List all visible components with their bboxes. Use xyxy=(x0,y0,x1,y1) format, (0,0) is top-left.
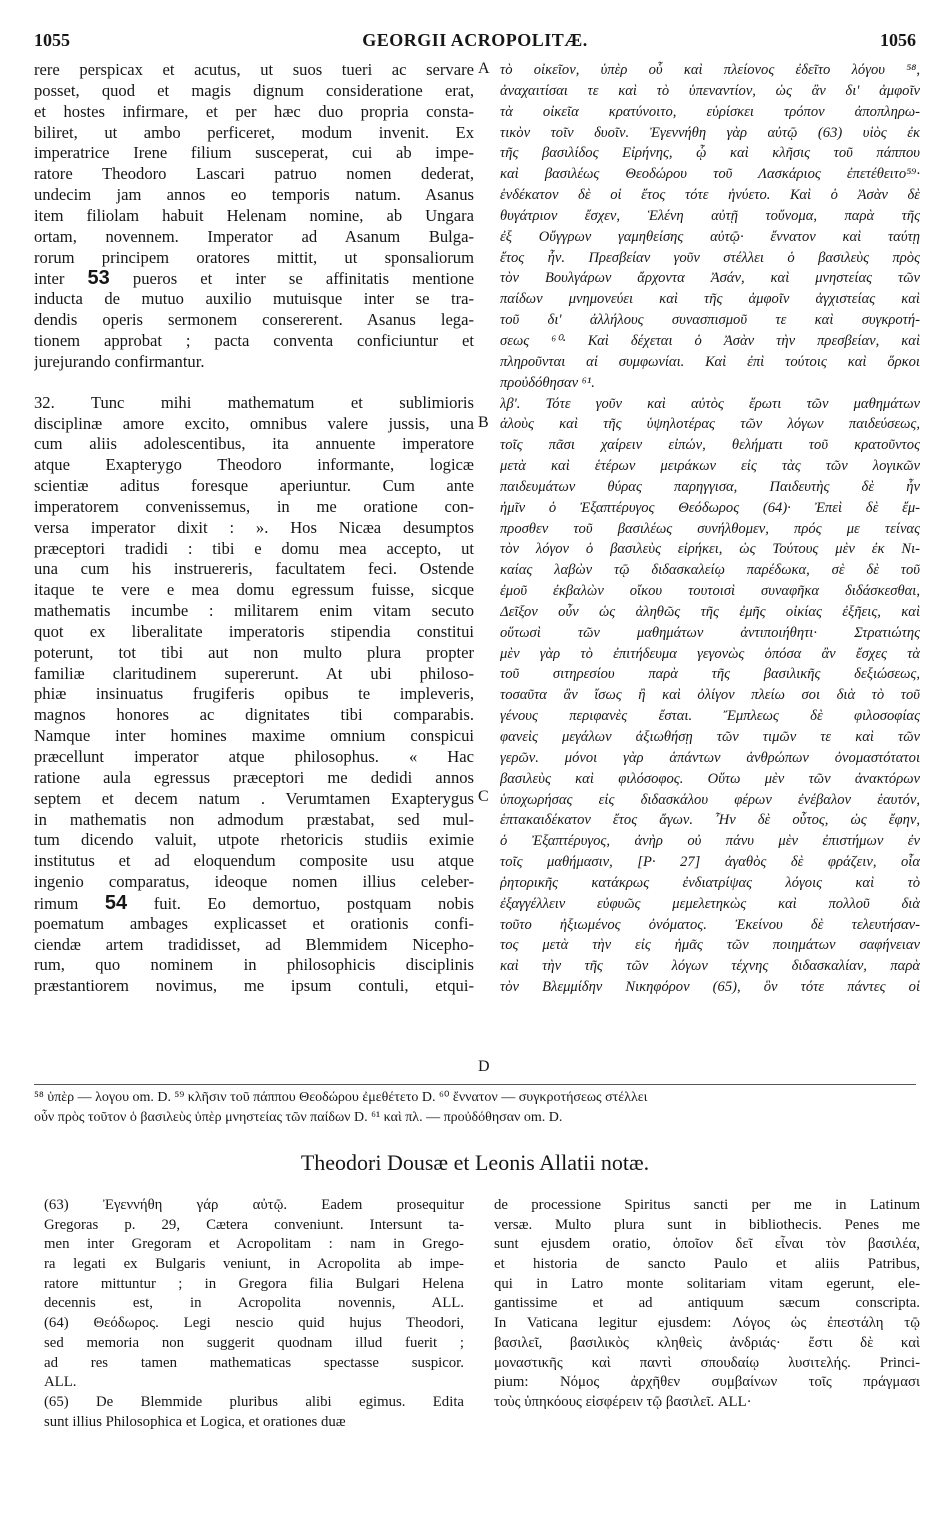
greek-line: τικὸν τοῖν δυοῖν. Ἐγεννήθη γὰρ αὐτῷ (63) υἱὸς ἐκ xyxy=(500,124,920,141)
greek-line: τοῖς πᾶσι χαίρειν εἰπών, θελήματι τοῦ κρατοῦντος xyxy=(500,437,920,454)
latin-line: in mathematis non admodum præstabat, sed mul- xyxy=(34,809,474,829)
note-line: ad res tamen mathematicas spectasse suspicor. xyxy=(44,1354,464,1371)
note-line: versæ. Multo plura sunt in bibliothecis. Penes me xyxy=(494,1216,920,1233)
greek-line: Δεῖξον οὖν ὡς ἀληθῶς τῆς ἐμῆς οἰκίας ἐξῆεις, καὶ xyxy=(500,603,920,620)
greek-line: θυγάτριον ἔσχεν, Ἑλένη αὐτῇ τοὔνομα, παρὰ τῆς xyxy=(500,207,920,224)
right-page-number: 1056 xyxy=(880,30,916,50)
latin-line: magnos honores ac dignitates tibi comparabis. xyxy=(34,705,474,725)
latin-line: posset, quod et magis dignum consideratione erat, xyxy=(34,80,474,100)
latin-line: jurejurando confirmantur. xyxy=(34,351,205,371)
latin-line: tum dicendo valuit, utpote rhetoricis studiis eximie xyxy=(34,830,474,850)
latin-line: quot ex liberalitate imperatoris stipendia constitui xyxy=(34,621,474,641)
apparatus-rule xyxy=(34,1084,916,1085)
greek-line: οὕτωσὶ τῶν μαθημάτων ἀντιποιήθητι· Στρατιώτης xyxy=(500,624,920,641)
latin-line xyxy=(34,268,474,289)
greek-line: λβʹ. Τότε γοῦν καὶ αὐτὸς ἔρωτι τῶν μαθημάτων xyxy=(500,395,920,412)
latin-line xyxy=(34,893,474,914)
latin-line: itaque te vere e mea domu egressum fuisse, sicque xyxy=(34,580,474,600)
latin-line: septem et decem natum . Verumtamen Exapterygus xyxy=(34,788,474,808)
note-line: Gregoras p. 29, Cætera conveniunt. Intersunt ta- xyxy=(44,1216,464,1233)
greek-line: τὰ οἰκεῖα κρατύνοιτο, εὑρίσκει τρόπον ἀποπληρω- xyxy=(500,103,920,120)
greek-line: προσθεν τοῦ βασιλέως συνήλθομεν, πρός με τείνας xyxy=(500,520,920,537)
note-line: men inter Gregoram et Acropolitam : nam in Grego- xyxy=(44,1236,464,1253)
greek-line: ὁ Ἐξαπτέρυγος, ἀνὴρ οὐ πάνυ μὲν ἐπιστήμων ἐν xyxy=(500,833,920,850)
running-title: GEORGII ACROPOLITÆ. xyxy=(362,30,588,50)
latin-line: item filiolam habuit Helenam nomine, ab Ungara xyxy=(34,205,474,225)
greek-line: ῥητορικῆς κατάκρως ἐνδιατρίψας λόγοις καὶ τὸ xyxy=(500,874,920,891)
latin-line: 32. Tunc mihi mathematum et sublimioris xyxy=(34,392,474,412)
greek-line: τὸ οἰκεῖον, ὑπὲρ οὗ καὶ πλείονος ἐδεῖτο λόγου ⁵⁸, xyxy=(500,62,920,78)
latin-line: Namque inter homines maxime omnium conspicui xyxy=(34,726,474,746)
greek-line: παιδευμάτων θύρας παρηγγισα, Παιδευτὴς δὲ ἦν xyxy=(500,478,920,495)
greek-line: τοῦ σιτηρεσίου παρὰ τῆς βασιλικῆς δεξιώσεως, xyxy=(500,666,920,683)
greek-line: τῆς βασιλίδος Εἰρήνης, ᾧ καὶ κλῆσις τοῦ πάππου xyxy=(500,145,920,162)
greek-line: τοῦ δι' ἀλλήλους συνασπισμοῦ τε καὶ συγκροτή- xyxy=(500,312,920,329)
note-line: (63) Ἐγεννήθη γάρ αὐτῷ. Eadem prosequitur xyxy=(44,1197,464,1213)
note-line: qui in Latro monte solitariam vitam egerunt, ele- xyxy=(494,1275,920,1292)
latin-line: tionem approbat ; pacta conventa conficiuntur et xyxy=(34,330,474,350)
greek-line: καίας λαβὼν τῷ διδασκαλείῳ παρέδωκα, σὲ δὲ τοῦ xyxy=(500,562,920,579)
greek-line: βασιλεὺς καὶ φιλόσοφος. Οὕτω μὲν τῶν ἀνακτόρων xyxy=(500,770,920,787)
latin-line-text: pueros et inter se affinitatis mentione xyxy=(132,269,474,289)
latin-line: mathematis incumbe : militarem enim vitam secuto xyxy=(34,601,474,621)
note-line: et historia de sancto Paulo et aliis Patribus, xyxy=(494,1256,920,1273)
greek-line: τὸν λόγον ὁ βασιλεὺς εἰρήκει, ὡς Τούτους μὲν ἐκ Νι- xyxy=(500,541,920,558)
latin-line: poematum ambages explicasset et orationis confi- xyxy=(34,913,474,933)
greek-line: τος μετὰ τὴν εἰς ἡμᾶς τῶν ποιημάτων σαφήνειαν xyxy=(500,937,920,954)
note-line: sed memoria non suggerit quodnam illud fuerit ; xyxy=(44,1334,464,1351)
latin-word: inter xyxy=(34,269,65,289)
greek-line: καὶ τὴν τῆς τῶν λόγων τέχνης διδασκαλίαν, παρὰ xyxy=(500,958,920,975)
note-line: decennis est, in Acropolita novennis, ALL. xyxy=(44,1295,464,1312)
latin-line: et hostes infirmare, et per hæc duo propria consta- xyxy=(34,101,474,121)
note-line: sunt illius Philosophica et Logica, et orationes duæ xyxy=(44,1413,346,1430)
greek-line: γερῶν. μόνοι γὰρ ἁπάντων ἀνθρώπων ὀνομαστότατοι xyxy=(500,749,920,766)
latin-line: rum, quo nominem in philosophicis disciplinis xyxy=(34,955,474,975)
note-line: (65) De Blemmide pluribus alibi egimus. Edita xyxy=(44,1393,464,1410)
latin-line: cum aliis adolescentibus, ita annuente imperatore xyxy=(34,434,474,454)
latin-line: familiæ claritudinem supererunt. At ubi philoso- xyxy=(34,663,474,683)
greek-line: τοῦτο ἠξιωμένος ὀνόματος. Ἐκείνου δὲ τελευτήσαν- xyxy=(500,916,920,933)
greek-line: προὐδόθησαν ⁶¹. xyxy=(500,374,595,391)
latin-line: ratione aula egressus præceptori me dedidi annos xyxy=(34,767,474,787)
critical-apparatus xyxy=(34,1088,920,1128)
latin-line: dendis operis sermonem consererent. Asanus lega- xyxy=(34,310,474,330)
greek-line: ἐξ Οὔγγρων γαμηθείσης αὐτῷ· ἔννατον καὶ ταύτῃ xyxy=(500,228,920,245)
greek-line: ἑπτακαιδέκατον ἔτος ἄγων. Ἦν δὲ οὗτος, ὡς ἔφην, xyxy=(500,812,920,829)
greek-line: τὸν Βουλγάρων ἄρχοντα Ἀσάν, καὶ μνηστείας τῶν xyxy=(500,270,920,287)
note-line: ra legati ex Bulgaris veniunt, in Acropolita ab impe- xyxy=(44,1256,464,1273)
latin-line: ortam, novennem. Imperator ad Asanum Bulga- xyxy=(34,226,474,246)
latin-line: præstantiorem novimus, me ipsum contuli, etqui- xyxy=(34,976,474,996)
greek-column xyxy=(500,60,920,998)
latin-column xyxy=(34,60,474,997)
greek-line: ἀναχαιτίσαι τε καὶ τὸ ὑπεναντίον, ὡς ἂν δι' ἀμφοῖν xyxy=(500,82,920,99)
greek-line: φανεὶς μεγάλων ἀξιωθήσῃ τῶν τιμῶν τε καὶ τῶν xyxy=(500,729,920,745)
latin-line: versa imperator dixit : ». Hos Nicæa desumptos xyxy=(34,517,474,537)
greek-line: καὶ βασιλέως Θεοδώρου τοῦ Λασκάριος ἐπετέθειτο⁵⁹· xyxy=(500,166,920,183)
latin-line: imperatrice Irene filium susceperat, cui ab impe- xyxy=(34,143,474,163)
latin-line: biliret, ut ambo perficeret, modum invenit. Ex xyxy=(34,122,474,142)
notes-title: Theodori Dousæ et Leonis Allatii notæ. xyxy=(300,1150,650,1175)
note-line: μοναστικῆς καὶ παντὶ σπουδαίῳ λυσιτελής. Princi- xyxy=(494,1354,920,1371)
latin-line: institutus et ad eloquendum composite usu atque xyxy=(34,851,474,871)
margin-letter-b: B xyxy=(478,414,489,431)
notes-right-column xyxy=(494,1196,920,1413)
latin-line: phiæ insinuatus frugiferis opibus te impleveris, xyxy=(34,684,474,704)
note-line: (64) Θεόδωρος. Legi nescio quid hujus Theodori, xyxy=(44,1315,464,1332)
latin-line: præceptori tradidi : tibi e domu mea accepto, ut xyxy=(34,538,474,558)
margin-letter-a: A xyxy=(478,60,490,77)
latin-line: una cum his instruereris, facultatem feci. Ostende xyxy=(34,559,474,579)
greek-line: παίδων μνημονεύει καὶ τῆς ἀμφοῖν ἀγχιστείας καὶ xyxy=(500,291,920,308)
greek-line: τοσαῦτα ἂν ἴσως ἢ καὶ ὀλίγον πλείω σοι διὰ τὸ τοῦ xyxy=(500,687,920,704)
latin-line: scientiæ aditus foresque aperiuntur. Cum ante xyxy=(34,476,474,496)
greek-line: τὸν Βλεμμίδην Νικηφόρον (65), ὃν τότε πάντες οἱ xyxy=(500,979,920,996)
latin-line: præcellunt imperator atque philosophus. « Hac xyxy=(34,747,474,766)
left-page-number: 1055 xyxy=(34,30,70,50)
latin-line: disciplinæ amore excito, omnibus valere jussis, una xyxy=(34,413,474,433)
greek-line: μὲν γὰρ τὸ ἐπιτήδευμα γεγονὼς ὁπόσα ἂν ἔσχες τὰ xyxy=(500,645,920,662)
greek-line: γένους περιφανὲς ἔσται. Ἔμπλεως δὲ φιλοσοφίας xyxy=(500,708,920,725)
latin-word: rimum xyxy=(34,893,79,913)
margin-letter-d: D xyxy=(478,1058,490,1075)
note-line: ratore mittuntur ; in Gregora filia Bulgari Helena xyxy=(44,1275,464,1292)
latin-line: ciendæ artem tradidisset, ad Blemmidem Nicepho- xyxy=(34,934,474,954)
greek-line: ἔτος ἦν. Πρεσβείαν γοῦν στέλλει ὁ βασιλεὺς πρὸς xyxy=(500,249,920,266)
latin-line: ratore Theodoro Lascari patruo nomen dederat, xyxy=(34,164,474,184)
note-line: τοὺς ὑπηκόους εἰσφέρειν τῷ βασιλεῖ. ALL· xyxy=(494,1393,752,1410)
greek-line: ἑνδέκατον δὲ οἱ ἔτος τότε ἠνύετο. Καὶ ὁ Ἀσὰν δὲ xyxy=(500,187,920,204)
greek-line: ἐξαγγέλλειν εὐφυῶς μεμελετηκὼς καὶ πολλοῦ διὰ xyxy=(500,895,920,912)
greek-line: ἁλοὺς καὶ τῆς ὑψηλοτέρας τῶν λόγων παιδεύσεως, xyxy=(500,416,920,433)
latin-line: ingenio comparatus, ideoque nomen illius celeber- xyxy=(34,872,474,892)
note-line: ALL. xyxy=(44,1374,77,1391)
note-line: gantissime et ad antiquum sæcum conscripta. xyxy=(494,1295,920,1312)
latin-line: inducta de mutuo auxilio mutuisque inter se tra- xyxy=(34,289,474,309)
column-marker-53: 53 xyxy=(87,268,110,290)
note-line: sunt ejusdem oratio, ὁποῖον δεῖ εἶναι τὸν βασιλέα, xyxy=(494,1236,920,1253)
greek-line: τοῖς μαθήμασιν, [P· 27] ἀγαθὸς δὲ φράζειν, οἷα xyxy=(500,854,920,871)
latin-line: imperatorem convenissemus, in me oratione con- xyxy=(34,496,474,516)
greek-line: ἡμῖν ὁ Ἐξαπτέρυγος Θεόδωρος (64)· Ἐπεὶ δὲ ἔμ- xyxy=(500,499,920,516)
note-line: de processione Spiritus sancti per me in Latinum xyxy=(494,1197,920,1213)
apparatus-line: οὖν πρὸς τοῦτον ὁ βασιλεὺς ὑπὲρ μνηστείας τῶν παίδων D. ⁶¹ καὶ πλ. — προὐδόθησαν om. D. xyxy=(34,1110,563,1125)
greek-line: σεως ⁶⁰· Καὶ δέχεται ὁ Ἀσὰν τὴν πρεσβείαν, καὶ xyxy=(500,332,920,349)
column-marker-54: 54 xyxy=(104,892,128,914)
greek-line: ἐμοῦ ἐκβαλὼν οἴκου τουτοισὶ συναφῆκα διδάσκεσθαι, xyxy=(500,583,920,600)
note-line: βασιλεῖ, βασιλικὸς κληθεὶς ἀνδριάς· ἔστι δὲ καὶ xyxy=(494,1334,920,1351)
latin-line: undecim jam annos eo temporis natum. Asanus xyxy=(34,185,474,205)
latin-line: atque Exapterygo Theodoro informante, logicæ xyxy=(34,455,474,475)
note-line: pium: Νόμος ἀρχῆθεν συμβαίνων τοῖς πράγμασι xyxy=(494,1374,920,1391)
greek-line: μετὰ καὶ ἑτέρων μειράκων εἰς τὰς τῶν λογικῶν xyxy=(500,458,920,475)
latin-line: poterunt, tot tibi aut non multo plura propter xyxy=(34,642,474,662)
greek-line: πληροῦνται αἱ συμφωνίαι. Καὶ ἐπὶ τούτοις καὶ ὅρκοι xyxy=(500,353,920,370)
latin-line: rere perspicax et acutus, ut suos tueri ac servare xyxy=(34,60,474,79)
page-header xyxy=(34,30,916,54)
latin-line-text: fuit. Eo demortuo, postquam nobis xyxy=(153,893,474,913)
note-line: In Vaticana legitur ejusdem: Λόγος ὡς ἐπεστάλη τῷ xyxy=(494,1315,920,1332)
margin-letter-c: C xyxy=(478,788,489,805)
notes-left-column xyxy=(44,1196,464,1432)
greek-line: ὑποχωρήσας εἰς διδασκάλου φέρων ἐνέβαλον ἑαυτόν, xyxy=(500,791,920,808)
latin-line: rorum principem oratores mittit, ut sponsaliorum xyxy=(34,247,474,267)
apparatus-line: ⁵⁸ ὑπὲρ — λογου om. D. ⁵⁹ κλῆσιν τοῦ πάππου Θεοδώρου ἐμεθέτετο D. ⁶⁰ ἔννατον — συγκροτήσεως στέλλει xyxy=(34,1090,648,1105)
